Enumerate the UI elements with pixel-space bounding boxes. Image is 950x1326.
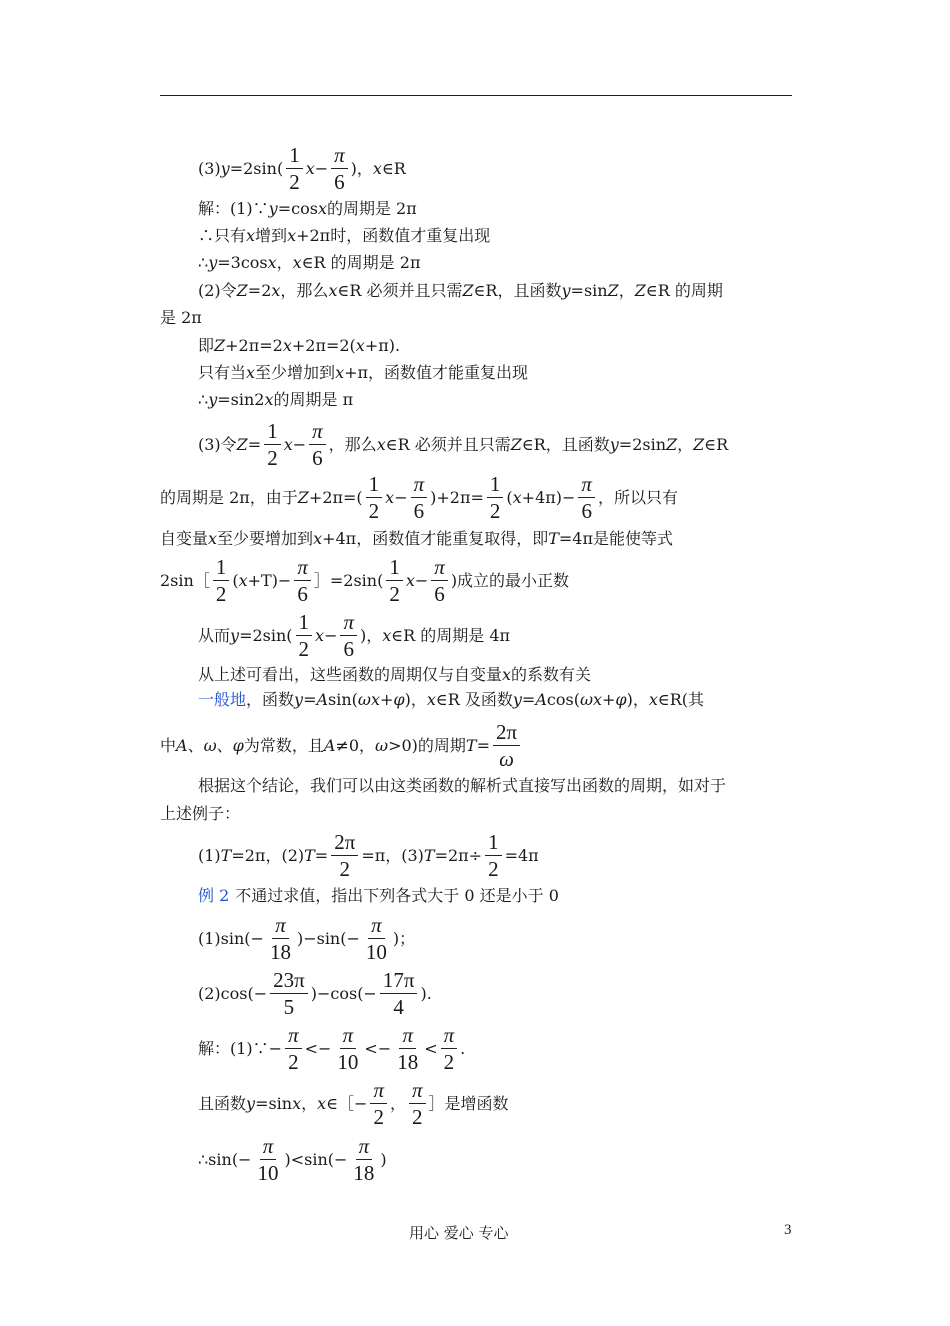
text: =sin (570, 281, 608, 300)
text: 即 (198, 336, 215, 355)
text: x (385, 487, 395, 507)
text: ωx (357, 690, 380, 709)
text: ). (420, 983, 432, 1003)
text: ∴ (198, 253, 209, 272)
text: >0)的周期 (388, 735, 466, 755)
text: x (315, 625, 325, 645)
text: x (372, 158, 382, 178)
text: x (317, 199, 327, 218)
text-line (198, 1135, 387, 1184)
text: +2π=2( (291, 336, 356, 355)
text: <− (304, 1038, 332, 1058)
text-line (160, 556, 569, 605)
text: =2sin (618, 434, 666, 454)
text: A (176, 735, 188, 755)
fraction: $\frac{\pi}{18}$ (397, 1023, 419, 1075)
text: )， (360, 625, 383, 645)
text-line (198, 228, 490, 244)
text: Z (297, 487, 309, 507)
text: =cos (277, 199, 318, 218)
text: Z (666, 434, 678, 454)
text: x (328, 281, 338, 300)
text: x (335, 363, 345, 382)
text: x (376, 434, 386, 454)
text: 中 (160, 735, 177, 755)
text: φ (393, 690, 405, 709)
fraction: $\frac{\pi}{10}$ (365, 913, 387, 965)
fraction: 1 2 (366, 473, 383, 522)
text: x (382, 625, 392, 645)
fraction: $\frac{\pi}{2}$ (285, 1024, 302, 1073)
text: )<sin(− (284, 1149, 348, 1169)
fraction: $\frac{\pi}{6}$ (431, 556, 448, 605)
example-label: 例 2 (198, 886, 230, 905)
text-line (198, 365, 528, 381)
text: ∴sin(− (198, 1149, 252, 1169)
text: y (294, 690, 304, 709)
text: = (314, 845, 329, 865)
text: ， (301, 1093, 318, 1113)
fraction: $\frac{1}{2}$ (485, 831, 502, 880)
text: ( (506, 487, 513, 507)
footer-text: 用心 爱心 专心 (409, 1224, 509, 1242)
fraction: $\frac{\pi}{6}$ (294, 556, 311, 605)
text: Z (634, 281, 646, 300)
text: ) (380, 1149, 387, 1169)
text-line (198, 201, 417, 217)
text-line (198, 1079, 509, 1128)
text: )， (626, 690, 649, 709)
text: =3cos (217, 253, 268, 272)
fraction: $\frac{\pi}{10}$ (337, 1023, 359, 1075)
text: x (238, 570, 248, 590)
text: ， (677, 434, 694, 454)
text: + (380, 690, 394, 709)
text: =2 (247, 281, 272, 300)
text-line (160, 473, 678, 522)
text: 是 2π (160, 308, 202, 327)
text: A (323, 735, 336, 755)
text: 根据这个结论，我们可以由这类函数的解析式直接写出函数的周期，如对于 (198, 776, 727, 795)
text: =4π (504, 845, 539, 865)
text: x (264, 390, 274, 409)
text: +T)− (247, 570, 292, 590)
text: Z (236, 434, 248, 454)
text: )； (392, 928, 416, 948)
fraction: 1 2 (286, 144, 303, 193)
text-line (198, 914, 415, 963)
fraction: $\frac{\pi}{6}$ (411, 473, 428, 522)
text: =4π是能使等式 (558, 529, 673, 548)
text: x (502, 665, 512, 684)
text: ］=2sin( (313, 570, 384, 590)
text-line (198, 888, 559, 904)
text: 从而 (198, 625, 231, 645)
text: < (424, 1038, 438, 1058)
text: x (271, 281, 281, 300)
text: ，那么 (328, 434, 377, 454)
text-line (160, 531, 673, 547)
text: y (220, 158, 230, 178)
text: = (247, 434, 262, 454)
text-line (160, 806, 240, 822)
text: )+2π= (430, 487, 484, 507)
highlight-text: 一般地 (198, 690, 247, 709)
text: x (208, 529, 218, 548)
text-line (198, 420, 728, 469)
fraction: $\frac{2\pi}{2}$ (331, 831, 358, 880)
fraction: $\frac{\pi}{6}$ (331, 144, 348, 193)
text: − (394, 487, 408, 507)
text: +4π，函数值才能重复取得，即 (322, 529, 549, 548)
text: Z (236, 281, 248, 300)
text: ］是增函数 (428, 1093, 509, 1113)
text: ∈R 及函数 (435, 690, 513, 709)
fraction: $\frac{1}{2}$ (487, 473, 504, 522)
text: T (304, 845, 315, 865)
text: x (246, 363, 256, 382)
text: (3) (198, 158, 221, 178)
text: ∈R 必须并且只需 (385, 434, 511, 454)
text: y (246, 1093, 256, 1113)
text: 解：(1)∵− (198, 1038, 283, 1058)
text-line (198, 831, 539, 880)
text-line (198, 1024, 465, 1073)
text: 至少要增加到 (217, 529, 314, 548)
text: ( (232, 570, 239, 590)
text: T (465, 735, 477, 755)
text: T (423, 845, 435, 865)
text: 从上述可看出，这些函数的周期仅与自变量 (198, 665, 503, 684)
text: . (460, 1038, 466, 1058)
text: Z (693, 434, 705, 454)
text: ∈R 的周期 (645, 281, 723, 300)
text: x (287, 226, 297, 245)
text: 上述例子： (160, 804, 241, 823)
fraction: 1 2 (296, 611, 313, 660)
text: y (561, 281, 571, 300)
text: 解：(1)∵ (198, 199, 269, 218)
text: T (548, 529, 559, 548)
text: A (316, 690, 329, 709)
text: ∈R 的周期是 2π (301, 253, 421, 272)
text: x (282, 336, 292, 355)
text: 的系数有关 (511, 665, 592, 684)
fraction: $\frac{\pi}{6}$ (340, 611, 357, 660)
text: x (246, 226, 256, 245)
text: ，那么 (280, 281, 329, 300)
text-line (198, 692, 704, 708)
text: x (355, 336, 365, 355)
text: +π，函数值才能重复出现 (344, 363, 529, 382)
text: =sin2 (217, 390, 265, 409)
text: =2π，(2) (231, 845, 305, 865)
text: )， (350, 158, 373, 178)
text-line (160, 310, 202, 326)
text: T (220, 845, 232, 865)
fraction: π 2 (409, 1079, 426, 1128)
text: 且函数 (198, 1093, 247, 1113)
text: (2)令 (198, 281, 237, 300)
fraction: $\frac{\pi}{6}$ (309, 420, 326, 469)
fraction: 1 2 (386, 556, 403, 605)
text: +π). (364, 336, 401, 355)
text-line (198, 338, 400, 354)
text: φ (232, 735, 244, 755)
text: =sin (255, 1093, 293, 1113)
text: Z (462, 281, 474, 300)
text: )， (404, 690, 427, 709)
text: 为常数，且 (243, 735, 324, 755)
text: y (208, 390, 218, 409)
text: =2π÷ (434, 845, 483, 865)
text: 的周期是 2π (326, 199, 417, 218)
text: ∈R(其 (657, 690, 705, 709)
text: x (313, 529, 323, 548)
page-number: 3 (784, 1222, 792, 1238)
text: x (267, 253, 277, 272)
text: y (609, 434, 619, 454)
text: ， (618, 281, 635, 300)
text: )−sin(− (296, 928, 360, 948)
text-line (198, 392, 353, 408)
text: 至少增加到 (255, 363, 336, 382)
text: (2)cos(− (198, 983, 268, 1003)
text: = (476, 735, 490, 755)
text-line (198, 969, 432, 1018)
text: ≠0， (335, 735, 376, 755)
text: ∈R 的周期是 4π (391, 625, 511, 645)
text: Z (510, 434, 522, 454)
text-line (198, 255, 420, 271)
text: cos( (546, 690, 580, 709)
text: 增到 (255, 226, 288, 245)
text: y (268, 199, 278, 218)
text: x (405, 570, 415, 590)
text: x (305, 158, 315, 178)
text: − (292, 434, 307, 454)
text: +2π=( (308, 487, 363, 507)
text: +2π时，函数值才重复出现 (296, 226, 491, 245)
text: ∈R (704, 434, 729, 454)
fraction: π 2 (441, 1024, 458, 1073)
text: =2sin( (229, 158, 284, 178)
text: − (314, 158, 329, 178)
text: (1) (198, 845, 221, 865)
fraction: $\frac{\pi}{18}$ (269, 913, 291, 965)
text: 只有当 (198, 363, 247, 382)
fraction: $\frac{23\pi}{5}$ (270, 969, 308, 1018)
text: 、 (187, 735, 204, 755)
text: (3)令 (198, 434, 237, 454)
text: ωx (579, 690, 603, 709)
fraction: $\frac{\pi}{18}$ (353, 1134, 375, 1186)
text: ， (389, 1093, 406, 1113)
text: sin( (328, 690, 358, 709)
text: ， (276, 253, 293, 272)
text-line (198, 144, 406, 193)
text: +4π)− (521, 487, 576, 507)
text: y (512, 690, 522, 709)
text: 不通过求值，指出下列各式大于 0 还是小于 0 (235, 886, 559, 905)
text: Z (214, 336, 226, 355)
text: =π，(3) (361, 845, 424, 865)
text: x (292, 1093, 302, 1113)
text: + (602, 690, 616, 709)
text: 2sin［ (160, 570, 210, 590)
text: x (292, 253, 302, 272)
text: x (283, 434, 293, 454)
text: 的周期是 π (273, 390, 354, 409)
text: x (317, 1093, 327, 1113)
text: ω (203, 735, 217, 755)
text: ∈R，且函数 (473, 281, 562, 300)
text: ∈R 必须并且只需 (337, 281, 463, 300)
text: − (414, 570, 429, 590)
text: <− (364, 1038, 392, 1058)
text: )成立的最小正数 (450, 570, 570, 590)
fraction: $\frac{\pi}{2}$ (370, 1079, 387, 1128)
header-rule (160, 95, 792, 96)
text: ∈R (381, 158, 406, 178)
text: − (324, 625, 338, 645)
text-line (198, 667, 591, 683)
text: y (230, 625, 240, 645)
text: ，函数 (246, 690, 295, 709)
text: +2π=2 (225, 336, 283, 355)
text: x (512, 487, 522, 507)
text: ，所以只有 (597, 487, 678, 507)
text: A (535, 690, 547, 709)
text: ∴ (198, 390, 209, 409)
text-line (160, 721, 523, 770)
fraction: $\frac{17\pi}{4}$ (380, 969, 418, 1018)
text: ∈［− (326, 1093, 368, 1113)
fraction: $\frac{\pi}{10}$ (257, 1134, 279, 1186)
text-line (198, 283, 723, 299)
text-line (198, 611, 510, 660)
fraction: $\frac{2\pi}{\omega}$ (493, 721, 520, 770)
text: = (303, 690, 317, 709)
text: = (521, 690, 536, 709)
text: )−cos(− (310, 983, 377, 1003)
fraction: $\frac{\pi}{6}$ (578, 473, 595, 522)
text-line (198, 778, 726, 794)
fraction: 1 2 (213, 556, 230, 605)
text: ∈R，且函数 (521, 434, 610, 454)
text: Z (607, 281, 619, 300)
text: (1)sin(− (198, 928, 264, 948)
text: x (648, 690, 658, 709)
text: =2sin( (239, 625, 293, 645)
text: ∴只有 (198, 226, 247, 245)
text: φ (615, 690, 627, 709)
text: 自变量 (160, 529, 209, 548)
text: x (426, 690, 436, 709)
text: 、 (216, 735, 233, 755)
fraction: $\frac{1}{2}$ (264, 420, 281, 469)
text: 的周期是 2π，由于 (160, 487, 298, 507)
text: ω (375, 735, 389, 755)
text: y (208, 253, 218, 272)
